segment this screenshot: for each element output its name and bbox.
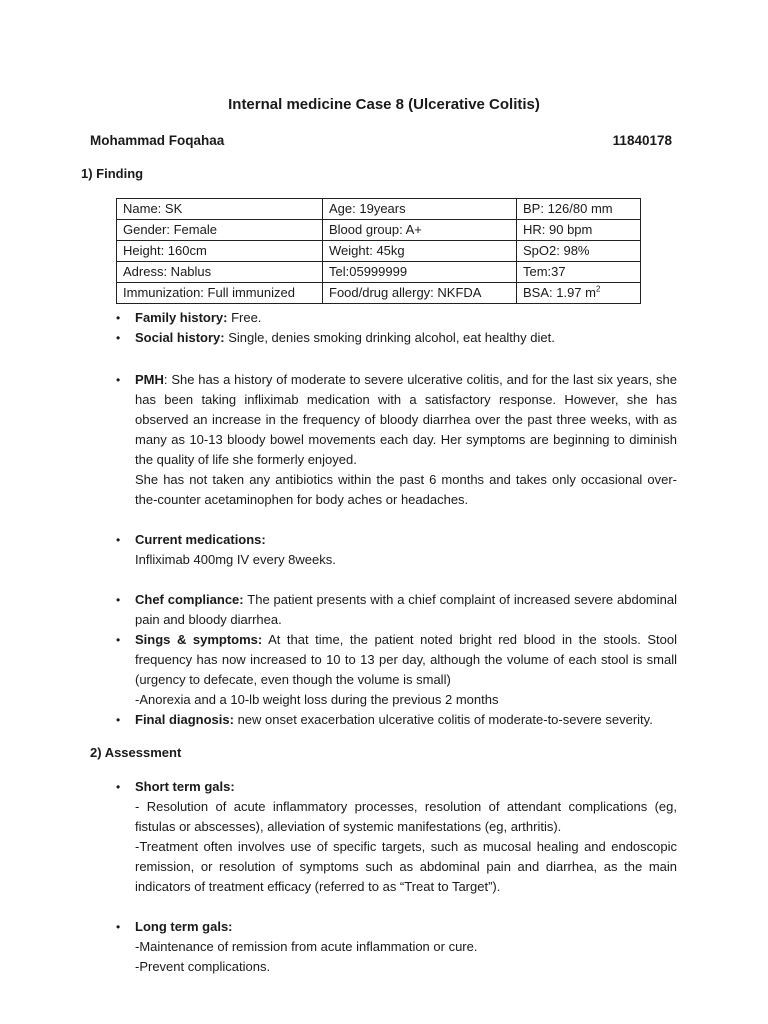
- medications-label: Current medications:: [135, 532, 266, 547]
- section-heading-finding: 1) Finding: [81, 166, 144, 181]
- history-list: [116, 308, 677, 348]
- short-term-goals-section: [116, 777, 677, 897]
- table-row: [117, 199, 641, 220]
- pmh-section: [116, 370, 677, 510]
- final-diagnosis-label: Final diagnosis:: [135, 712, 234, 727]
- list-item-signs-symptoms: [116, 630, 677, 690]
- social-history-label: Social history:: [135, 330, 225, 345]
- family-history-text: Free.: [227, 310, 262, 325]
- signs-symptoms-label: Sings & symptoms:: [135, 632, 263, 647]
- medications-section: [116, 530, 677, 570]
- table-cell: Food/drug allergy: NKFDA: [323, 283, 517, 304]
- table-row: [117, 241, 641, 262]
- long-term-goal-2: -Prevent complications.: [135, 959, 271, 974]
- table-cell: Immunization: Full immunized: [117, 283, 323, 304]
- author-name: Mohammad Foqahaa: [90, 133, 225, 148]
- table-cell: Adress: Nablus: [117, 262, 323, 283]
- table-row: [117, 220, 641, 241]
- pmh-text: : She has a history of moderate to severe ulcerative colitis, and for the last six years, she has been taking infliximab medication with a satisfactory response. However, she has observed an increase in the frequency of bloody diarrhea over the past three weeks, with as many as 10-13 bloody bowel movements each day. Her symptoms are beginning to diminish the quality of life she formerly enjoyed.: [135, 372, 677, 467]
- long-term-goals-section: [116, 917, 677, 977]
- long-term-goal-1: -Maintenance of remission from acute inflammation or cure.: [135, 939, 478, 954]
- signs-symptoms-text: At that time, the patient noted bright red blood in the stools. Stool frequency has now increased to 10 to 13 per day, although the volume of each stool is small (urgency to defecate, even though the volume is small): [135, 632, 677, 687]
- table-cell: Gender: Female: [117, 220, 323, 241]
- patient-info-table: [116, 198, 641, 304]
- family-history-label: Family history:: [135, 310, 228, 325]
- signs-symptoms-text-continued: -Anorexia and a 10-lb weight loss during the previous 2 months: [135, 692, 499, 707]
- short-term-goal-1: - Resolution of acute inflammatory processes, resolution of attendant complications (eg, fistulas or abscesses), alleviation of systemic manifestations (eg, arthritis).: [135, 799, 677, 834]
- complaint-section: [116, 590, 677, 730]
- long-term-goals-label: Long term gals:: [135, 919, 233, 934]
- table-cell: Blood group: A+: [323, 220, 517, 241]
- list-item-short-term-goals: [116, 777, 677, 797]
- chief-complaint-label: Chef compliance:: [135, 592, 244, 607]
- list-item-pmh: [116, 370, 677, 470]
- student-id: 11840178: [612, 133, 672, 148]
- table-cell: HR: 90 bpm: [517, 220, 641, 241]
- short-term-goal-2: -Treatment often involves use of specific targets, such as mucosal healing and endoscopic remission, or resolution of symptoms such as abdominal pain and diarrhea, as the main indicators of treatment efficacy (referred to as “Treat to Target”).: [135, 839, 677, 894]
- table-row: [117, 283, 641, 304]
- table-cell: [517, 283, 641, 304]
- table-cell: Name: SK: [117, 199, 323, 220]
- table-row: [117, 262, 641, 283]
- short-term-goals-label: Short term gals:: [135, 779, 235, 794]
- medications-text: Infliximab 400mg IV every 8weeks.: [135, 552, 336, 567]
- bsa-value: BSA: 1.97 m: [523, 285, 596, 300]
- list-item-social-history: [116, 328, 677, 348]
- final-diagnosis-text: new onset exacerbation ulcerative colitis of moderate-to-severe severity.: [233, 712, 653, 727]
- table-cell: Height: 160cm: [117, 241, 323, 262]
- table-cell: Tem:37: [517, 262, 641, 283]
- list-item-current-medications: [116, 530, 677, 550]
- list-item-family-history: [116, 308, 677, 328]
- list-item-final-diagnosis: [116, 710, 677, 730]
- table-cell: SpO2: 98%: [517, 241, 641, 262]
- table-cell: Weight: 45kg: [323, 241, 517, 262]
- page-title: Internal medicine Case 8 (Ulcerative Colitis): [228, 96, 540, 113]
- list-item-long-term-goals: [116, 917, 677, 937]
- pmh-text-continued: She has not taken any antibiotics within the past 6 months and takes only occasional over-the-counter acetaminophen for body aches or headaches.: [135, 472, 677, 507]
- pmh-label: PMH: [135, 372, 164, 387]
- table-cell: Tel:05999999: [323, 262, 517, 283]
- social-history-text: Single, denies smoking drinking alcohol, eat healthy diet.: [224, 330, 555, 345]
- section-heading-assessment: 2) Assessment: [90, 745, 182, 760]
- bsa-superscript: 2: [595, 284, 601, 294]
- list-item-chief-complaint: [116, 590, 677, 630]
- chief-complaint-text: The patient presents with a chief complaint of increased severe abdominal pain and bloody diarrhea.: [135, 592, 677, 627]
- table-cell: BP: 126/80 mm: [517, 199, 641, 220]
- table-cell: Age: 19years: [323, 199, 517, 220]
